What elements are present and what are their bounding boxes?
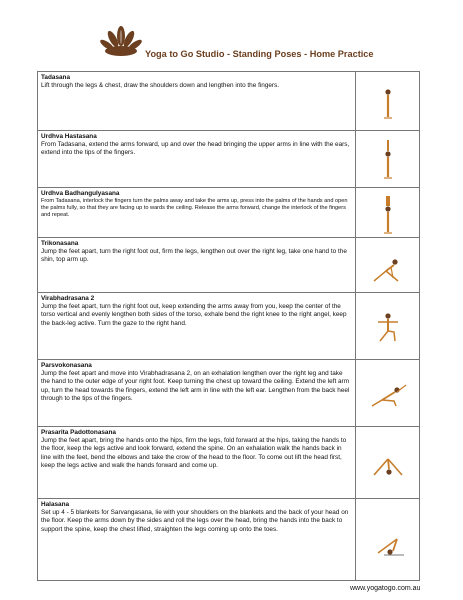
trikonasana-figure-icon: [364, 254, 412, 284]
pose-name: Trikonasana: [41, 240, 79, 247]
pose-figure-cell: [356, 131, 420, 188]
pose-name: Prasarita Padottonasana: [41, 429, 116, 436]
lotus-logo-icon: [100, 24, 142, 60]
pose-description: Jump the feet apart, turn the right foot out, firm the legs, lengthen out over the right leg, take one hand to the shin, top arm up.: [41, 248, 347, 264]
pose-text-cell: [38, 360, 356, 427]
pose-row: [38, 238, 420, 293]
halasana-figure-icon: [364, 531, 412, 557]
virabhadrasana-2-figure-icon: [364, 311, 412, 343]
pose-name: Tadasana: [41, 74, 71, 81]
tadasana-figure-icon: [364, 86, 412, 120]
pose-name: Urdhva Hastasana: [41, 133, 97, 140]
pose-description: Jump the feet apart, turn the right foot out, keep extending the arms away from you, keep the center of the torso vertical and evenly lengthen both sides of the torso, exhale bend the right knee to the right angel, keep the back-leg active. Turn the gaze to the right hand.: [41, 303, 347, 327]
pose-description: Jump the feet apart, bring the hands onto the hips, firm the legs, fold forward at the hips, taking the hands to the floor, keep the legs active and look forward, extend the spine. On an exhalation walk the hands back in line with the feet, bend the elbows and take the crow of the head to the floor. To come out lift the head first, keep the legs active and walk the hands forward and come up.: [41, 437, 347, 470]
pose-figure-cell: [356, 72, 420, 131]
prasarita-padottonasana-figure-icon: [364, 451, 412, 477]
pose-text-cell: [38, 238, 356, 293]
pose-name: Virabhadrasana 2: [41, 295, 95, 302]
pose-text-cell: [38, 72, 356, 131]
pose-name: Urdhva Badhangulyasana: [41, 190, 120, 197]
poses-table: [37, 71, 420, 581]
pose-figure-cell: [356, 238, 420, 293]
pose-row: [38, 499, 420, 581]
pose-description: Set up 4 - 5 blankets for Sarvangasana, lie with your shoulders on the blankets and the back of your head on the floor. Keep the arms down by the sides and roll the legs over the head, bring the hands into the back to support the spine, keep the chest lifted, straighten the legs coming up onto the toes.: [41, 509, 349, 533]
pose-text-cell: [38, 188, 356, 238]
pose-row: [38, 360, 420, 427]
pose-figure-cell: [356, 293, 420, 360]
pose-figure-cell: [356, 188, 420, 238]
page-title: Yoga to Go Studio - Standing Poses - Home Practice: [145, 49, 374, 59]
pose-text-cell: [38, 293, 356, 360]
urdhva-hastasana-figure-icon: [364, 139, 412, 179]
pose-row: [38, 427, 420, 499]
pose-text-cell: [38, 499, 356, 581]
pose-text-cell: [38, 427, 356, 499]
page-header: [0, 0, 463, 68]
pose-description: Jump the feet apart and move into Virabhadrasana 2, on an exhalation lengthen over the right leg and take the hand to the outer edge of your right foot. Keep turning the chest up toward the ceiling. Extend the left arm up, turn the head towards the fingers, extend the left arm in line with the left ear. Lengthen from the back heel through to the tips of the fingers.: [41, 370, 350, 403]
pose-text-cell: [38, 131, 356, 188]
pose-figure-cell: [356, 360, 420, 427]
pose-row: [38, 293, 420, 360]
pose-figure-cell: [356, 499, 420, 581]
pose-name: Parsvokonasana: [41, 362, 92, 369]
pose-row: [38, 131, 420, 188]
urdhva-badhangulyasana-figure-icon: [364, 194, 412, 234]
footer-url[interactable]: www.yogatogo.com.au: [350, 585, 421, 592]
parsvokonasana-figure-icon: [364, 382, 412, 408]
pose-row: [38, 188, 420, 238]
pose-row: [38, 72, 420, 131]
pose-description: From Tadasana, interlock the fingers turn the palms away and take the arms up, press into the palms of the hands and open the palms fully, so that they are facing up to wards the ceiling. Release the arms forward, change the interlock of the fingers and repeat.: [41, 198, 348, 219]
pose-figure-cell: [356, 427, 420, 499]
pose-description: Lift through the legs & chest, draw the shoulders down and lengthen into the fingers.: [41, 82, 280, 89]
pose-name: Halasana: [41, 501, 70, 508]
pose-description: From Tadasana, extend the arms forward, up and over the head bringing the upper arms in line with the ears, extend into the tips of the fingers.: [41, 141, 350, 157]
